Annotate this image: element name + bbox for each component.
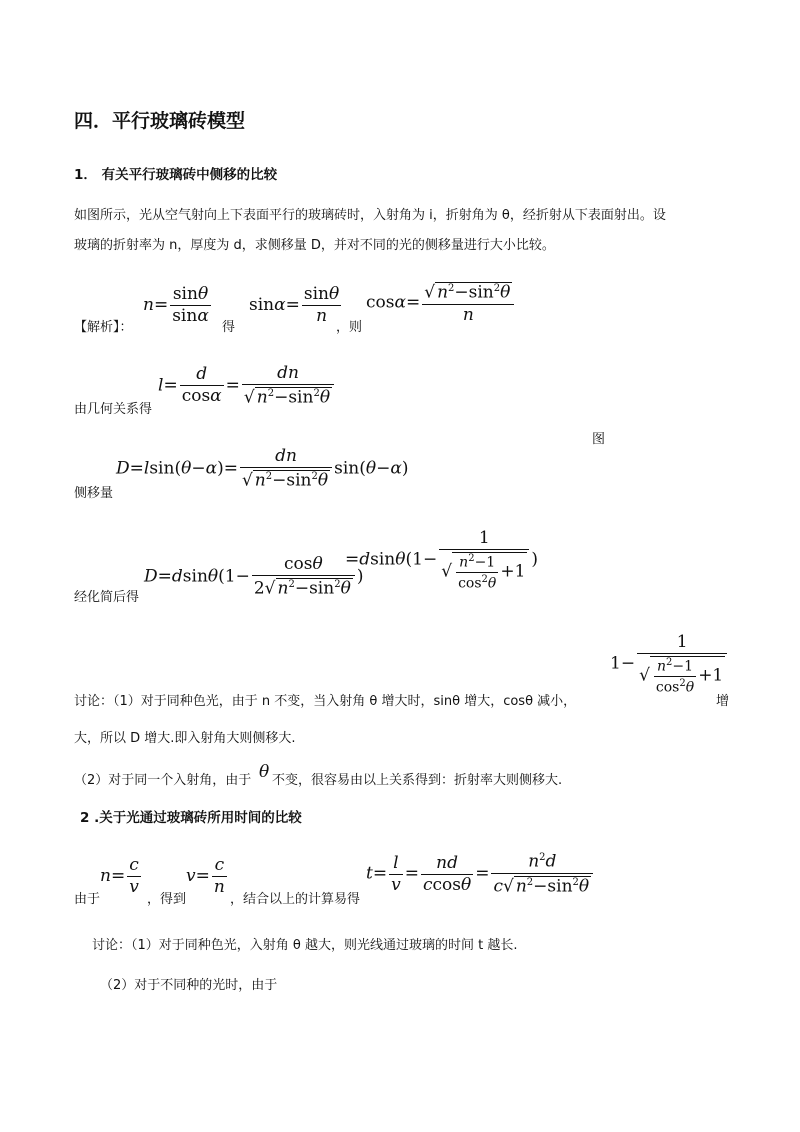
discussion-1-zeng: 增: [716, 694, 730, 709]
section-2-heading: 2 .关于光通过玻璃砖所用时间的比较: [80, 810, 302, 826]
formula-D-alternative: =dsinθ(1− 1 √ $\frac{n^2-1}{\cos^2\theta}$ +1 ): [345, 528, 539, 592]
formula-cos-alpha: cosα= $\frac{√ n^2-\sin^2\theta}{n}$: [366, 282, 516, 324]
discussion-1-continued: 大，所以 D 增大.即入射角大则侧移大.: [74, 731, 296, 746]
page-title: 四．平行玻璃砖模型: [74, 110, 246, 132]
ze-text: ，则: [336, 320, 363, 335]
geometry-label: 由几何关系得: [74, 402, 153, 417]
simplify-label: 经化简后得: [74, 590, 140, 605]
de-text: 得: [222, 320, 236, 335]
you-yu-text: 由于: [74, 892, 101, 907]
formula-l: l= $\frac{d}{\cos\alpha}$ = $\frac{dn}{√ n^2-\sin^2\theta}$: [158, 365, 336, 407]
theta-symbol: θ: [259, 762, 270, 782]
discussion-2-part-a: （2）对于同一个入射角，由于: [74, 773, 252, 788]
formula-time-t: t= $\frac{l}{v}$ = $\frac{nd}{ccos\theta}$ = $\frac{n^2d}{c√ n^2-\sin^2\theta}$: [366, 853, 595, 895]
discussion-1-text: 讨论：（1）对于同种色光，由于 n 不变，当入射角 θ 增大时，sinθ 增大，cosθ 减小，: [74, 694, 577, 709]
formula-D-simplified: D=dsinθ(1− $\frac{\cos\theta}{2√ n^2-\sin^2\theta}$ ): [144, 554, 364, 599]
formula-sin-alpha: sinα= $\frac{\sin\theta}{n}$: [249, 284, 340, 326]
jie-he-text: ，结合以上的计算易得: [230, 892, 361, 907]
figure-label: 图: [592, 432, 606, 447]
section-2-discussion-2: （2）对于不同种的光时，由于: [100, 978, 278, 993]
formula-v-c-n: v= $\frac{c}{n}$: [186, 855, 225, 897]
analysis-label: 【解析】：: [74, 320, 133, 335]
section-1-heading: 1． 有关平行玻璃砖中侧移的比较: [74, 167, 278, 183]
formula-n-c-v: n= $\frac{c}{v}$: [100, 855, 139, 897]
problem-text-line-2: 玻璃的折射率为 n，厚度为 d，求侧移量 D，并对不同的光的侧移量进行大小比较。: [74, 238, 555, 253]
problem-text-line-1: 如图所示，光从空气射向上下表面平行的玻璃砖时，入射角为 i，折射角为 θ，经折射从下表面射出。设: [74, 208, 666, 223]
formula-discussion-factor: 1− 1 √ $\frac{n^2-1}{\cos^2\theta}$ +1: [610, 634, 729, 694]
discussion-2-part-b: 不变，很容易由以上关系得到：折射率大则侧移大.: [272, 773, 563, 788]
formula-n-equals-sin-ratio: n= $\frac{\sin\theta}{\sin\alpha}$: [143, 284, 209, 326]
formula-D-shift: D=lsin(θ−α)= $\frac{dn}{√ n^2-\sin^2\theta}$ sin(θ−α): [116, 446, 409, 491]
section-2-discussion-1: 讨论：（1）对于同种色光，入射角 θ 越大，则光线通过玻璃的时间 t 越长.: [92, 938, 518, 953]
shift-label: 侧移量: [74, 486, 114, 501]
de-dao-text: ，得到: [147, 892, 187, 907]
